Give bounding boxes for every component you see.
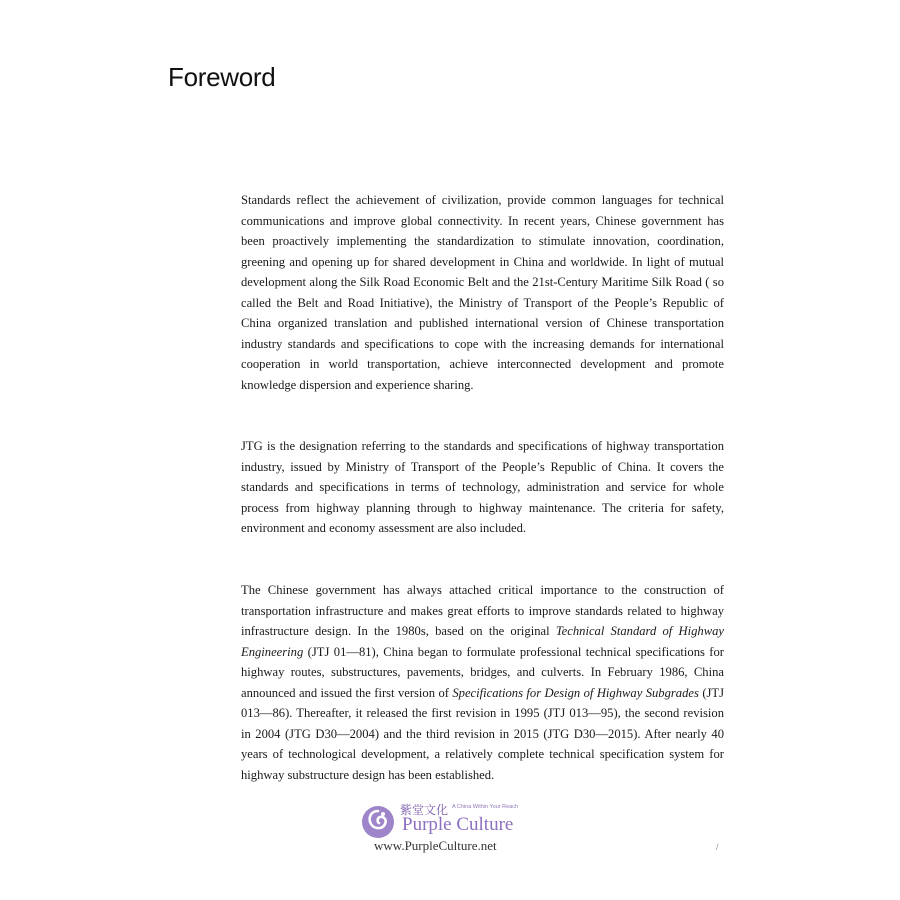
paragraph-3-italic-title-1: Technical Standard of Highway Engineering bbox=[241, 624, 724, 659]
paragraph-3-part-3: (JTJ 013—86). Thereafter, it released the first revision in 1995 (JTJ 013—95), the second revision in 2004 (JTG D30—2004) and the third revision in 2015 (JTG D30—2015). After nearly 40 years of technological development, a relatively complete technical specification system for highway substructure design has been established. bbox=[241, 685, 725, 782]
paragraph-3-italic-title-2: Specifications for Design of Highway Subgrades bbox=[452, 685, 699, 700]
watermark-url: www.PurpleCulture.net bbox=[374, 838, 497, 853]
watermark-chinese-text: 紫堂文化 bbox=[400, 803, 449, 817]
paragraph-3-part-2: (JTJ 01—81), China began to formulate professional technical specifications for highway routes, substructures, pavements, bridges, and culverts. In February 1986, China announced and issued the first version of bbox=[241, 644, 724, 700]
paragraph-3 bbox=[241, 580, 724, 785]
paragraph-1: Standards reflect the achievement of civilization, provide common languages for technical communications and improve global connectivity. In recent years, Chinese government has been proactively implementing the standardization to stimulate innovation, coordination, greening and opening up for shared development in China and worldwide. In light of mutual development along the Silk Road Economic Belt and the 21st-Century Maritime Silk Road ( so called the Belt and Road Initiative), the Ministry of Transport of the People’s Republic of China organized translation and published international version of Chinese transportation industry standards and specifications to cope with the increasing demands for international cooperation in world transportation, achieve interconnected development and promote knowledge dispersion and experience sharing. bbox=[241, 193, 724, 392]
watermark-tagline: A China Within Your Reach bbox=[452, 804, 519, 810]
paragraph-2: JTG is the designation referring to the standards and specifications of highway transportation industry, issued by Ministry of Transport of the People’s Republic of China. It covers the standards and specifications in terms of technology, administration and service for whole process from highway planning through to highway maintenance. The criteria for safety, environment and economy assessment are also included. bbox=[241, 439, 724, 535]
page-mark: / bbox=[716, 842, 719, 852]
purple-culture-logo-icon bbox=[360, 804, 396, 840]
paragraph-3-part-1: The Chinese government has always attached critical importance to the construction of transportation infrastructure and makes great efforts to improve standards related to highway infrastructure design. In the 1980s, based on the original bbox=[241, 583, 724, 638]
watermark bbox=[360, 800, 560, 860]
page-title: Foreword bbox=[168, 62, 276, 92]
watermark-brand: Purple Culture bbox=[402, 814, 514, 835]
